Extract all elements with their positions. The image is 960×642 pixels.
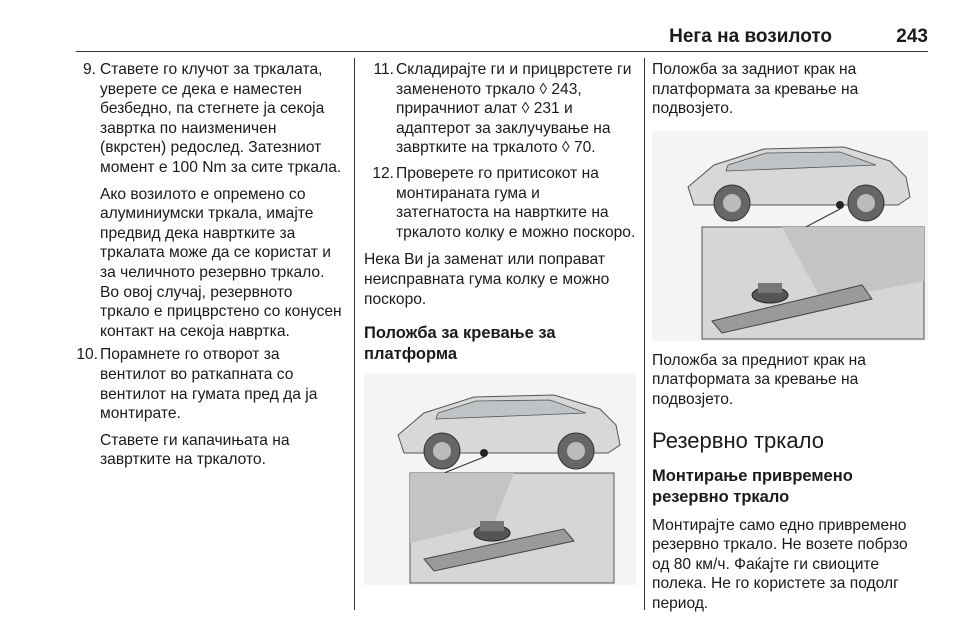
item-text: Порамнете го отворот за вентилот во раткапната со вентилот на гумата пред да ја монтирате. bbox=[100, 346, 318, 423]
car-lift-illustration bbox=[652, 131, 928, 341]
item-text: Складирајте ги и прицврстете ги замененото тркало ◊ 243, прирачниот алат ◊ 231 и адаптерот за заклучување на завртките на тркалото ◊ 70. bbox=[396, 61, 632, 157]
list-item-12 bbox=[364, 164, 636, 242]
column-2 bbox=[364, 60, 636, 585]
item-number: 10. bbox=[76, 346, 98, 364]
column-divider-1 bbox=[354, 58, 355, 610]
section-heading: Положба за кревање за платформа bbox=[364, 324, 556, 364]
item-9-note: Ако возилото е опремено со алуминиумски тркала, имајте предвид дека навртките за тркалата може да се користат и за челичното резервно тркало. Во овој случај, резервното тркало е прицврстено со конусен контакт на секоја навртка. bbox=[100, 185, 342, 340]
lift-point-figure-rear bbox=[652, 131, 928, 341]
front-lift-caption: Положба за предниот крак на платформата за кревање на подвозјето. bbox=[652, 351, 866, 408]
item-text: Ставете го клучот за тркалата, уверете се дека е наместен безбедно, па стегнете ја секоја завртка по наизменичен (вкрстен) редослед. Затезниот момент е 100 Nm за сите тркала. bbox=[100, 61, 342, 176]
item-number: 11. bbox=[373, 61, 394, 78]
column-3 bbox=[652, 60, 928, 614]
car-lift-illustration bbox=[364, 373, 636, 585]
item-10-note: Ставете ги капачињата на завртките на тркалото. bbox=[100, 431, 290, 469]
page-header bbox=[76, 26, 928, 48]
rear-lift-caption: Положба за задниот крак на платформата за кревање на подвозјето. bbox=[652, 61, 859, 118]
list-item-11 bbox=[364, 60, 636, 158]
column-1 bbox=[76, 60, 344, 470]
sub-heading-temporary-spare: Монтирање привремено резервно тркало bbox=[652, 466, 853, 506]
lift-point-figure-main bbox=[364, 373, 636, 585]
list-item-9 bbox=[76, 60, 344, 178]
page-number: 243 bbox=[896, 26, 928, 47]
header-divider bbox=[76, 51, 928, 52]
paragraph: Монтирајте само едно привремено резервно тркало. Не возете побрзо од 80 км/ч. Фаќајте ги свиоците полека. Не го користете за подолг период. bbox=[652, 516, 908, 612]
section-heading-spare-wheel: Резервно тркало bbox=[652, 427, 824, 453]
item-text: Проверете го притисокот на монтираната гума и затегнатоста на навртките на тркалото колку е можно поскоро. bbox=[396, 164, 636, 241]
list-item-10 bbox=[68, 345, 344, 423]
item-number: 9. bbox=[82, 61, 96, 78]
page-title: Нега на возилото bbox=[669, 26, 832, 47]
item-number: 12. bbox=[372, 164, 394, 182]
column-divider-2 bbox=[644, 58, 645, 610]
paragraph: Нека Ви ја заменат или поправат неисправната гума колку е можно поскоро. bbox=[364, 251, 610, 308]
